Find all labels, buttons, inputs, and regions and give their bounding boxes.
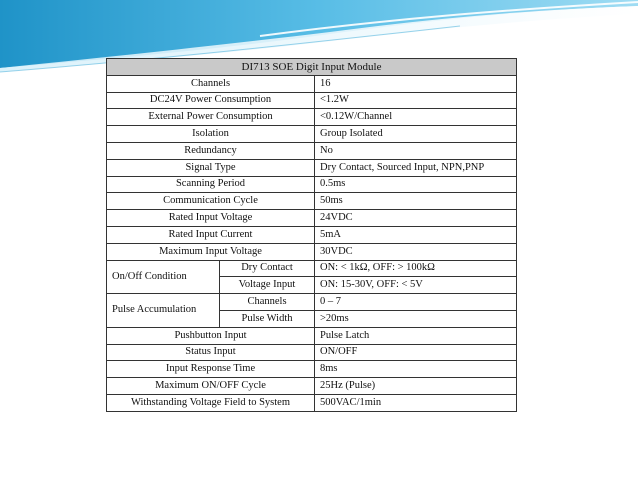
value-cell: No — [315, 142, 517, 159]
param-cell: Rated Input Voltage — [107, 210, 315, 227]
value-cell: 16 — [315, 75, 517, 92]
table-row — [107, 344, 517, 361]
param-cell: Scanning Period — [107, 176, 315, 193]
table-row — [107, 142, 517, 159]
param-cell: Channels — [107, 75, 315, 92]
value-cell: Group Isolated — [315, 126, 517, 143]
value-cell: 8ms — [315, 361, 517, 378]
value-cell: Pulse Latch — [315, 327, 517, 344]
table-row — [107, 226, 517, 243]
param-cell: Pushbutton Input — [107, 327, 315, 344]
sub-param-cell: Channels — [220, 294, 315, 311]
table-row — [107, 176, 517, 193]
group-label-pulse: Pulse Accumulation — [107, 294, 220, 328]
param-cell: DC24V Power Consumption — [107, 92, 315, 109]
group-label-onoff: On/Off Condition — [107, 260, 220, 294]
param-cell: Withstanding Voltage Field to System — [107, 394, 315, 411]
param-cell: Isolation — [107, 126, 315, 143]
param-cell: Signal Type — [107, 159, 315, 176]
param-cell: External Power Consumption — [107, 109, 315, 126]
table-row — [107, 378, 517, 395]
value-cell: 0.5ms — [315, 176, 517, 193]
value-cell: 500VAC/1min — [315, 394, 517, 411]
value-cell: ON/OFF — [315, 344, 517, 361]
param-cell: Rated Input Current — [107, 226, 315, 243]
table-row — [107, 109, 517, 126]
table-title: DI713 SOE Digit Input Module — [107, 59, 517, 76]
value-cell: ON: 15-30V, OFF: < 5V — [315, 277, 517, 294]
value-cell: >20ms — [315, 310, 517, 327]
table-row — [107, 159, 517, 176]
table-row — [107, 243, 517, 260]
spec-table-container — [106, 58, 516, 412]
table-title-row — [107, 59, 517, 76]
param-cell: Redundancy — [107, 142, 315, 159]
table-row — [107, 210, 517, 227]
value-cell: Dry Contact, Sourced Input, NPN,PNP — [315, 159, 517, 176]
value-cell: ON: < 1kΩ, OFF: > 100kΩ — [315, 260, 517, 277]
param-cell: Maximum Input Voltage — [107, 243, 315, 260]
value-cell: 0 – 7 — [315, 294, 517, 311]
value-cell: 50ms — [315, 193, 517, 210]
param-cell: Communication Cycle — [107, 193, 315, 210]
value-cell: <0.12W/Channel — [315, 109, 517, 126]
param-cell: Status Input — [107, 344, 315, 361]
value-cell: 24VDC — [315, 210, 517, 227]
param-cell: Maximum ON/OFF Cycle — [107, 378, 315, 395]
value-cell: 5mA — [315, 226, 517, 243]
sub-param-cell: Voltage Input — [220, 277, 315, 294]
table-row — [107, 75, 517, 92]
spec-table — [106, 58, 517, 412]
table-row — [107, 126, 517, 143]
value-cell: 25Hz (Pulse) — [315, 378, 517, 395]
table-row — [107, 394, 517, 411]
sub-param-cell: Pulse Width — [220, 310, 315, 327]
table-row — [107, 193, 517, 210]
table-row-onoff — [107, 260, 517, 277]
table-row — [107, 92, 517, 109]
table-row — [107, 327, 517, 344]
table-row — [107, 361, 517, 378]
value-cell: <1.2W — [315, 92, 517, 109]
sub-param-cell: Dry Contact — [220, 260, 315, 277]
param-cell: Input Response Time — [107, 361, 315, 378]
table-row-pulse — [107, 294, 517, 311]
value-cell: 30VDC — [315, 243, 517, 260]
